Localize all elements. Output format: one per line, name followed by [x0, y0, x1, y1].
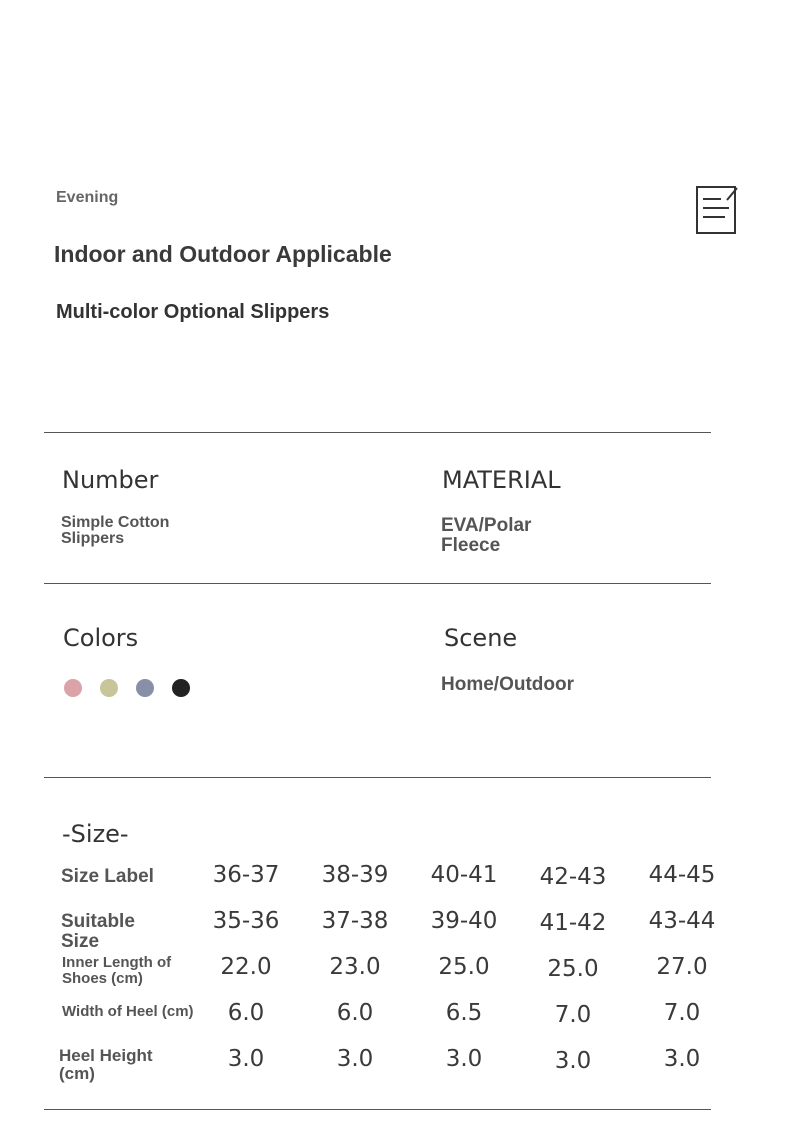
- size-cell: 38-39: [321, 862, 389, 888]
- size-cell: 23.0: [329, 954, 381, 980]
- size-cell: 3.0: [663, 1046, 701, 1072]
- size-cell: 6.0: [227, 1000, 265, 1026]
- number-value: Simple Cotton Slippers: [61, 514, 170, 547]
- size-cell: 22.0: [220, 954, 272, 980]
- tag-evening: Evening: [56, 189, 119, 206]
- material-label: MATERIAL: [442, 466, 561, 494]
- color-swatch-blue-gray[interactable]: [136, 679, 154, 697]
- size-cell: 27.0: [656, 954, 708, 980]
- size-cell: 39-40: [430, 908, 498, 934]
- size-cell: 6.5: [445, 1000, 483, 1026]
- size-cell: 6.0: [336, 1000, 374, 1026]
- colors-label: Colors: [63, 624, 139, 652]
- page-title: Indoor and Outdoor Applicable: [54, 241, 392, 267]
- size-row-label: Heel Height (cm): [59, 1046, 153, 1083]
- size-cell: 7.0: [663, 1000, 701, 1026]
- size-cell: 41-42: [539, 910, 607, 936]
- size-row-label: Suitable Size: [61, 911, 135, 952]
- size-cell: 36-37: [212, 862, 280, 888]
- divider: [44, 583, 711, 584]
- number-label: Number: [62, 466, 159, 494]
- size-row-label: Size Label: [61, 866, 154, 887]
- size-cell: 3.0: [445, 1046, 483, 1072]
- size-cell: 3.0: [227, 1046, 265, 1072]
- size-row-label: Inner Length of Shoes (cm): [62, 954, 172, 987]
- color-swatch-khaki[interactable]: [100, 679, 118, 697]
- size-table-title: -Size-: [62, 820, 129, 848]
- size-row-label: Width of Heel (cm): [62, 1003, 194, 1020]
- size-cell: 25.0: [438, 954, 490, 980]
- size-cell: 44-45: [648, 862, 716, 888]
- document-edit-icon: [695, 185, 739, 235]
- divider: [44, 1109, 711, 1110]
- size-cell: 37-38: [321, 908, 389, 934]
- size-cell: 3.0: [554, 1048, 592, 1074]
- divider: [44, 777, 711, 778]
- material-value: EVA/Polar Fleece: [441, 515, 532, 556]
- size-cell: 25.0: [547, 956, 599, 982]
- page-subtitle: Multi-color Optional Slippers: [56, 301, 330, 323]
- size-cell: 7.0: [554, 1002, 592, 1028]
- size-cell: 43-44: [648, 908, 716, 934]
- size-cell: 40-41: [430, 862, 498, 888]
- color-swatch-black[interactable]: [172, 679, 190, 697]
- size-cell: 42-43: [539, 864, 607, 890]
- color-swatch-pink[interactable]: [64, 679, 82, 697]
- scene-label: Scene: [444, 624, 518, 652]
- divider: [44, 432, 711, 433]
- scene-value: Home/Outdoor: [441, 674, 574, 695]
- size-cell: 3.0: [336, 1046, 374, 1072]
- size-cell: 35-36: [212, 908, 280, 934]
